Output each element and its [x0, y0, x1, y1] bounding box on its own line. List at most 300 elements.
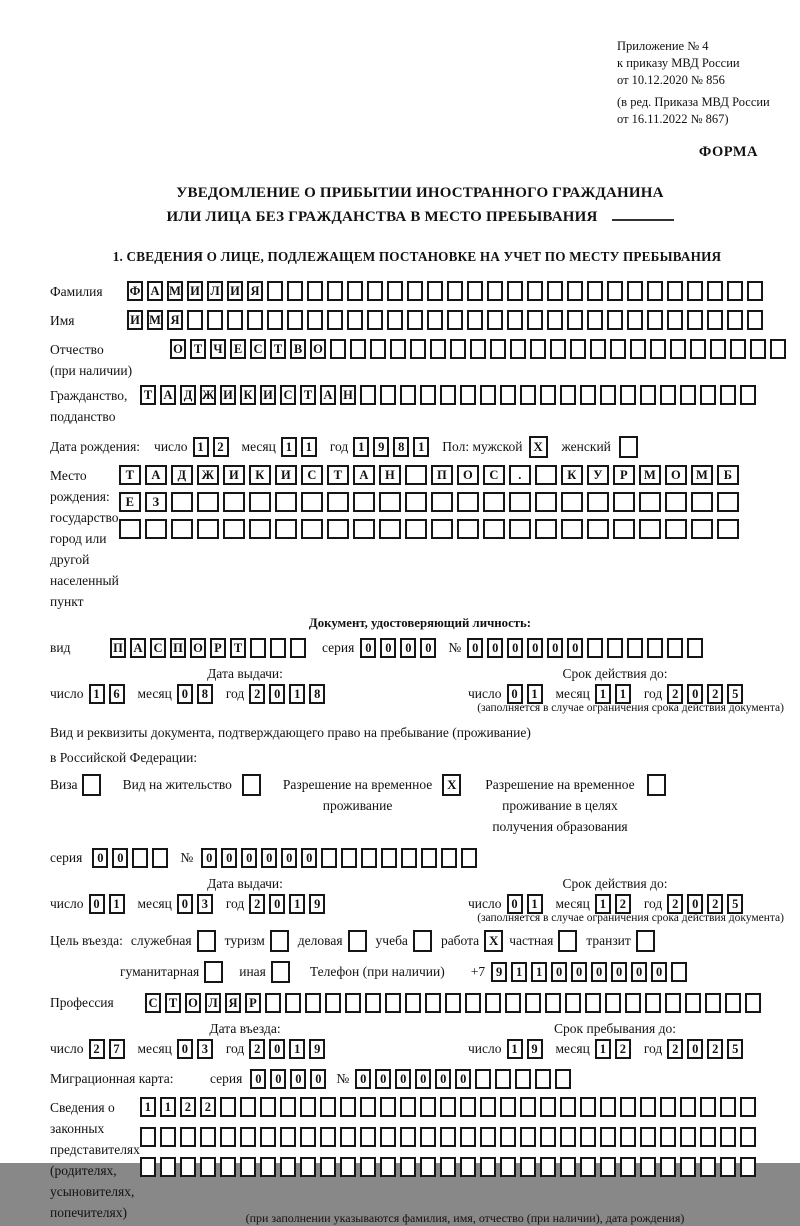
char-box[interactable] — [440, 1097, 456, 1117]
char-box[interactable]: 0 — [487, 638, 503, 658]
char-box[interactable] — [639, 519, 661, 539]
char-box[interactable] — [320, 1157, 336, 1177]
char-box[interactable] — [327, 519, 349, 539]
doc-kind-input[interactable] — [110, 638, 310, 658]
char-box[interactable]: 2 — [707, 894, 723, 914]
char-box[interactable]: 0 — [380, 638, 396, 658]
char-box[interactable]: 1 — [353, 437, 369, 457]
birthplace-line2-input[interactable] — [119, 492, 743, 512]
char-box[interactable]: 1 — [511, 962, 527, 982]
purpose-other-checkbox[interactable] — [271, 961, 290, 983]
char-box[interactable] — [300, 1157, 316, 1177]
char-box[interactable]: Я — [225, 993, 241, 1013]
char-box[interactable]: 2 — [89, 1039, 105, 1059]
char-box[interactable]: Е — [230, 339, 246, 359]
char-box[interactable]: 1 — [595, 684, 611, 704]
char-box[interactable]: 0 — [551, 962, 567, 982]
char-box[interactable] — [460, 1127, 476, 1147]
char-box[interactable]: 9 — [491, 962, 507, 982]
char-box[interactable] — [480, 1157, 496, 1177]
char-box[interactable] — [620, 385, 636, 405]
char-box[interactable] — [540, 385, 556, 405]
char-box[interactable] — [707, 310, 723, 330]
char-box[interactable] — [527, 310, 543, 330]
char-box[interactable] — [360, 1097, 376, 1117]
char-box[interactable] — [220, 1157, 236, 1177]
char-box[interactable]: 5 — [727, 1039, 743, 1059]
char-box[interactable] — [740, 1157, 756, 1177]
char-box[interactable] — [223, 492, 245, 512]
char-box[interactable]: 2 — [707, 1039, 723, 1059]
char-box[interactable] — [340, 1157, 356, 1177]
char-box[interactable] — [247, 310, 263, 330]
char-box[interactable] — [747, 281, 763, 301]
char-box[interactable] — [483, 492, 505, 512]
purpose-private-checkbox[interactable] — [558, 930, 577, 952]
char-box[interactable]: И — [187, 281, 203, 301]
char-box[interactable] — [285, 993, 301, 1013]
char-box[interactable] — [420, 1097, 436, 1117]
char-box[interactable] — [510, 339, 526, 359]
doc-number-input[interactable] — [467, 638, 707, 658]
char-box[interactable]: М — [167, 281, 183, 301]
char-box[interactable]: 0 — [507, 638, 523, 658]
char-box[interactable]: 2 — [667, 684, 683, 704]
representatives-line3-input[interactable] — [140, 1157, 760, 1177]
char-box[interactable] — [570, 339, 586, 359]
char-box[interactable] — [535, 465, 557, 485]
char-box[interactable]: О — [170, 339, 186, 359]
char-box[interactable] — [667, 281, 683, 301]
char-box[interactable]: 1 — [413, 437, 429, 457]
char-box[interactable] — [421, 848, 437, 868]
char-box[interactable] — [223, 519, 245, 539]
char-box[interactable]: М — [147, 310, 163, 330]
char-box[interactable]: 0 — [571, 962, 587, 982]
char-box[interactable] — [430, 339, 446, 359]
char-box[interactable] — [650, 339, 666, 359]
char-box[interactable]: 0 — [310, 1069, 326, 1089]
char-box[interactable]: Т — [270, 339, 286, 359]
char-box[interactable] — [535, 1069, 551, 1089]
char-box[interactable] — [555, 1069, 571, 1089]
patronymic-input[interactable] — [170, 339, 790, 359]
char-box[interactable]: К — [561, 465, 583, 485]
char-box[interactable]: Т — [119, 465, 141, 485]
char-box[interactable] — [505, 993, 521, 1013]
char-box[interactable]: У — [587, 465, 609, 485]
char-box[interactable] — [727, 310, 743, 330]
char-box[interactable]: В — [290, 339, 306, 359]
char-box[interactable]: 0 — [611, 962, 627, 982]
char-box[interactable] — [152, 848, 168, 868]
char-box[interactable]: Т — [300, 385, 316, 405]
char-box[interactable]: С — [483, 465, 505, 485]
char-box[interactable] — [197, 492, 219, 512]
char-box[interactable] — [301, 492, 323, 512]
char-box[interactable]: 1 — [109, 894, 125, 914]
char-box[interactable]: А — [130, 638, 146, 658]
char-box[interactable]: Т — [190, 339, 206, 359]
char-box[interactable] — [390, 339, 406, 359]
char-box[interactable] — [600, 385, 616, 405]
char-box[interactable]: 2 — [200, 1097, 216, 1117]
char-box[interactable] — [605, 993, 621, 1013]
char-box[interactable]: Д — [171, 465, 193, 485]
char-box[interactable]: 0 — [221, 848, 237, 868]
char-box[interactable]: 0 — [112, 848, 128, 868]
char-box[interactable] — [320, 1127, 336, 1147]
char-box[interactable]: 1 — [289, 684, 305, 704]
char-box[interactable] — [490, 339, 506, 359]
char-box[interactable] — [420, 385, 436, 405]
char-box[interactable] — [445, 993, 461, 1013]
char-box[interactable] — [132, 848, 148, 868]
char-box[interactable] — [660, 385, 676, 405]
char-box[interactable]: 7 — [109, 1039, 125, 1059]
char-box[interactable] — [360, 1157, 376, 1177]
char-box[interactable] — [613, 492, 635, 512]
char-box[interactable]: Б — [717, 465, 739, 485]
char-box[interactable]: 0 — [270, 1069, 286, 1089]
char-box[interactable]: 2 — [615, 894, 631, 914]
char-box[interactable] — [327, 281, 343, 301]
char-box[interactable]: А — [160, 385, 176, 405]
char-box[interactable]: Ф — [127, 281, 143, 301]
char-box[interactable] — [587, 310, 603, 330]
char-box[interactable] — [427, 310, 443, 330]
char-box[interactable] — [401, 848, 417, 868]
char-box[interactable] — [353, 519, 375, 539]
char-box[interactable]: И — [275, 465, 297, 485]
char-box[interactable] — [680, 1097, 696, 1117]
char-box[interactable] — [740, 1097, 756, 1117]
char-box[interactable] — [387, 281, 403, 301]
char-box[interactable] — [607, 310, 623, 330]
char-box[interactable]: И — [227, 281, 243, 301]
char-box[interactable] — [667, 638, 683, 658]
char-box[interactable]: 0 — [547, 638, 563, 658]
char-box[interactable] — [275, 492, 297, 512]
char-box[interactable] — [365, 993, 381, 1013]
char-box[interactable] — [535, 492, 557, 512]
char-box[interactable]: Р — [613, 465, 635, 485]
char-box[interactable] — [410, 339, 426, 359]
char-box[interactable] — [460, 385, 476, 405]
phone-input[interactable] — [491, 962, 691, 982]
char-box[interactable]: 8 — [393, 437, 409, 457]
char-box[interactable] — [680, 1127, 696, 1147]
char-box[interactable] — [240, 1157, 256, 1177]
residence-valid-month-input[interactable] — [595, 894, 635, 914]
char-box[interactable] — [660, 1097, 676, 1117]
char-box[interactable]: 2 — [213, 437, 229, 457]
char-box[interactable] — [405, 519, 427, 539]
char-box[interactable] — [515, 1069, 531, 1089]
doc-issue-month-input[interactable] — [177, 684, 217, 704]
char-box[interactable]: 0 — [281, 848, 297, 868]
char-box[interactable] — [567, 281, 583, 301]
char-box[interactable] — [460, 1097, 476, 1117]
char-box[interactable] — [750, 339, 766, 359]
char-box[interactable] — [380, 1127, 396, 1147]
char-box[interactable] — [467, 310, 483, 330]
char-box[interactable] — [705, 993, 721, 1013]
char-box[interactable] — [500, 1157, 516, 1177]
char-box[interactable] — [567, 310, 583, 330]
char-box[interactable]: С — [250, 339, 266, 359]
char-box[interactable] — [425, 993, 441, 1013]
char-box[interactable]: 0 — [177, 894, 193, 914]
char-box[interactable] — [467, 281, 483, 301]
char-box[interactable] — [607, 281, 623, 301]
char-box[interactable]: 0 — [201, 848, 217, 868]
char-box[interactable] — [361, 848, 377, 868]
char-box[interactable]: . — [509, 465, 531, 485]
char-box[interactable] — [440, 1157, 456, 1177]
char-box[interactable] — [483, 519, 505, 539]
char-box[interactable] — [307, 310, 323, 330]
char-box[interactable] — [327, 492, 349, 512]
char-box[interactable] — [457, 492, 479, 512]
char-box[interactable]: 9 — [309, 1039, 325, 1059]
char-box[interactable]: 0 — [177, 1039, 193, 1059]
char-box[interactable] — [560, 1097, 576, 1117]
char-box[interactable] — [495, 1069, 511, 1089]
doc-valid-year-input[interactable] — [667, 684, 747, 704]
char-box[interactable] — [667, 310, 683, 330]
char-box[interactable]: Ч — [210, 339, 226, 359]
char-box[interactable] — [587, 519, 609, 539]
char-box[interactable]: 0 — [290, 1069, 306, 1089]
char-box[interactable]: 0 — [400, 638, 416, 658]
char-box[interactable]: Ж — [200, 385, 216, 405]
char-box[interactable] — [640, 1127, 656, 1147]
char-box[interactable]: 1 — [527, 894, 543, 914]
char-box[interactable]: Е — [119, 492, 141, 512]
char-box[interactable] — [720, 1097, 736, 1117]
char-box[interactable]: Р — [210, 638, 226, 658]
char-box[interactable]: 5 — [727, 684, 743, 704]
visa-checkbox[interactable] — [82, 774, 101, 796]
char-box[interactable] — [745, 993, 761, 1013]
char-box[interactable]: 0 — [92, 848, 108, 868]
char-box[interactable]: 1 — [289, 894, 305, 914]
char-box[interactable] — [440, 385, 456, 405]
char-box[interactable] — [301, 519, 323, 539]
char-box[interactable] — [387, 310, 403, 330]
char-box[interactable] — [341, 848, 357, 868]
char-box[interactable] — [707, 281, 723, 301]
char-box[interactable]: 2 — [249, 684, 265, 704]
char-box[interactable]: 1 — [89, 684, 105, 704]
char-box[interactable]: М — [639, 465, 661, 485]
char-box[interactable]: 1 — [531, 962, 547, 982]
char-box[interactable] — [260, 1097, 276, 1117]
char-box[interactable]: И — [127, 310, 143, 330]
char-box[interactable]: 0 — [301, 848, 317, 868]
residence-valid-day-input[interactable] — [507, 894, 547, 914]
char-box[interactable] — [171, 492, 193, 512]
char-box[interactable] — [461, 848, 477, 868]
char-box[interactable] — [690, 339, 706, 359]
char-box[interactable] — [700, 1157, 716, 1177]
char-box[interactable] — [720, 1127, 736, 1147]
char-box[interactable] — [200, 1127, 216, 1147]
char-box[interactable] — [447, 310, 463, 330]
residence-valid-year-input[interactable] — [667, 894, 747, 914]
char-box[interactable]: 1 — [281, 437, 297, 457]
char-box[interactable] — [509, 492, 531, 512]
char-box[interactable] — [400, 1127, 416, 1147]
char-box[interactable] — [550, 339, 566, 359]
char-box[interactable] — [340, 1097, 356, 1117]
edu-permit-checkbox[interactable] — [647, 774, 666, 796]
char-box[interactable] — [613, 519, 635, 539]
char-box[interactable] — [680, 385, 696, 405]
char-box[interactable] — [270, 638, 286, 658]
char-box[interactable]: 0 — [420, 638, 436, 658]
char-box[interactable] — [700, 1127, 716, 1147]
char-box[interactable] — [260, 1157, 276, 1177]
char-box[interactable] — [381, 848, 397, 868]
char-box[interactable]: А — [353, 465, 375, 485]
char-box[interactable]: 0 — [651, 962, 667, 982]
char-box[interactable]: 0 — [241, 848, 257, 868]
char-box[interactable] — [560, 1157, 576, 1177]
char-box[interactable] — [480, 1127, 496, 1147]
char-box[interactable]: 1 — [595, 894, 611, 914]
char-box[interactable] — [600, 1157, 616, 1177]
char-box[interactable] — [267, 281, 283, 301]
doc-issue-year-input[interactable] — [249, 684, 329, 704]
char-box[interactable] — [400, 385, 416, 405]
char-box[interactable] — [700, 1097, 716, 1117]
char-box[interactable]: 2 — [707, 684, 723, 704]
char-box[interactable] — [350, 339, 366, 359]
char-box[interactable]: 0 — [415, 1069, 431, 1089]
char-box[interactable] — [640, 1097, 656, 1117]
char-box[interactable] — [240, 1097, 256, 1117]
char-box[interactable] — [520, 385, 536, 405]
char-box[interactable]: 0 — [89, 894, 105, 914]
char-box[interactable]: Л — [205, 993, 221, 1013]
char-box[interactable]: А — [147, 281, 163, 301]
char-box[interactable]: И — [223, 465, 245, 485]
char-box[interactable] — [300, 1097, 316, 1117]
char-box[interactable]: 0 — [567, 638, 583, 658]
char-box[interactable] — [227, 310, 243, 330]
purpose-transit-checkbox[interactable] — [636, 930, 655, 952]
char-box[interactable]: Т — [230, 638, 246, 658]
char-box[interactable] — [600, 1097, 616, 1117]
char-box[interactable] — [547, 281, 563, 301]
char-box[interactable] — [440, 1127, 456, 1147]
char-box[interactable] — [500, 385, 516, 405]
char-box[interactable]: 2 — [667, 894, 683, 914]
char-box[interactable] — [347, 310, 363, 330]
char-box[interactable]: С — [280, 385, 296, 405]
char-box[interactable] — [353, 492, 375, 512]
char-box[interactable] — [585, 993, 601, 1013]
char-box[interactable] — [565, 993, 581, 1013]
char-box[interactable]: 0 — [375, 1069, 391, 1089]
stay-month-input[interactable] — [595, 1039, 635, 1059]
char-box[interactable]: Т — [327, 465, 349, 485]
char-box[interactable]: 2 — [615, 1039, 631, 1059]
char-box[interactable] — [685, 993, 701, 1013]
sex-female-checkbox[interactable] — [619, 436, 638, 458]
char-box[interactable] — [560, 1127, 576, 1147]
char-box[interactable] — [710, 339, 726, 359]
char-box[interactable] — [405, 465, 427, 485]
char-box[interactable] — [580, 385, 596, 405]
char-box[interactable] — [305, 993, 321, 1013]
char-box[interactable]: 1 — [193, 437, 209, 457]
char-box[interactable] — [507, 281, 523, 301]
char-box[interactable]: С — [145, 993, 161, 1013]
char-box[interactable] — [665, 492, 687, 512]
char-box[interactable]: 1 — [595, 1039, 611, 1059]
char-box[interactable] — [320, 1097, 336, 1117]
char-box[interactable]: 2 — [180, 1097, 196, 1117]
entry-month-input[interactable] — [177, 1039, 217, 1059]
char-box[interactable]: 0 — [261, 848, 277, 868]
char-box[interactable] — [480, 1097, 496, 1117]
char-box[interactable] — [665, 993, 681, 1013]
char-box[interactable]: 8 — [309, 684, 325, 704]
char-box[interactable] — [140, 1157, 156, 1177]
char-box[interactable]: 0 — [467, 638, 483, 658]
char-box[interactable] — [287, 281, 303, 301]
char-box[interactable] — [620, 1127, 636, 1147]
char-box[interactable]: 0 — [269, 684, 285, 704]
char-box[interactable] — [720, 1157, 736, 1177]
char-box[interactable] — [427, 281, 443, 301]
char-box[interactable] — [220, 1097, 236, 1117]
char-box[interactable] — [287, 310, 303, 330]
char-box[interactable] — [660, 1157, 676, 1177]
char-box[interactable] — [450, 339, 466, 359]
char-box[interactable] — [540, 1097, 556, 1117]
char-box[interactable]: Н — [340, 385, 356, 405]
char-box[interactable] — [580, 1157, 596, 1177]
doc-series-input[interactable] — [360, 638, 440, 658]
char-box[interactable]: 0 — [687, 894, 703, 914]
purpose-humanitarian-checkbox[interactable] — [204, 961, 223, 983]
char-box[interactable] — [290, 638, 306, 658]
name-input[interactable] — [127, 310, 767, 330]
char-box[interactable]: П — [110, 638, 126, 658]
birth-month-input[interactable] — [281, 437, 321, 457]
char-box[interactable]: О — [457, 465, 479, 485]
char-box[interactable] — [480, 385, 496, 405]
char-box[interactable]: О — [310, 339, 326, 359]
char-box[interactable] — [740, 385, 756, 405]
migration-number-input[interactable] — [355, 1069, 575, 1089]
char-box[interactable] — [717, 492, 739, 512]
char-box[interactable] — [385, 993, 401, 1013]
char-box[interactable] — [407, 281, 423, 301]
char-box[interactable] — [580, 1097, 596, 1117]
char-box[interactable] — [590, 339, 606, 359]
char-box[interactable] — [717, 519, 739, 539]
char-box[interactable] — [321, 848, 337, 868]
char-box[interactable] — [431, 519, 453, 539]
char-box[interactable] — [160, 1127, 176, 1147]
char-box[interactable]: Ж — [197, 465, 219, 485]
char-box[interactable] — [340, 1127, 356, 1147]
